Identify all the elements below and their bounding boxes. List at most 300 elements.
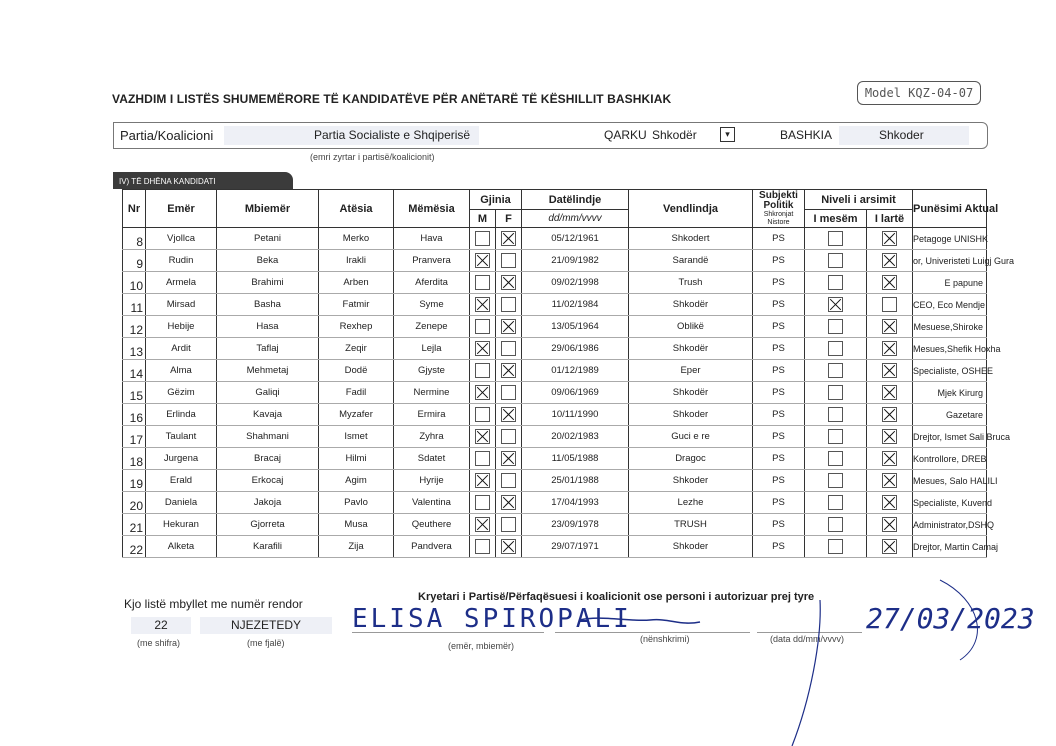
- cell-vendlindja[interactable]: Trush: [629, 272, 753, 294]
- cell-datelindje[interactable]: 29/06/1986: [522, 338, 629, 360]
- cell-emer[interactable]: Armela: [146, 272, 217, 294]
- edu-mesem-checkbox[interactable]: [828, 473, 843, 488]
- edu-mesem-checkbox[interactable]: [828, 297, 843, 312]
- edu-mesem-cell: [805, 448, 867, 470]
- cell-subjekti[interactable]: PS: [753, 338, 805, 360]
- cell-subjekti[interactable]: PS: [753, 426, 805, 448]
- row-number: 16: [123, 404, 146, 426]
- cell-vendlindja[interactable]: Shkodër: [629, 382, 753, 404]
- label-data: (data dd/mm/vvvv): [770, 634, 845, 644]
- edu-larte-checkbox[interactable]: [882, 275, 897, 290]
- edu-mesem-cell: [805, 492, 867, 514]
- edu-mesem-cell: [805, 228, 867, 250]
- cell-memesia[interactable]: Zyhra: [394, 426, 470, 448]
- cell-vendlindja[interactable]: Oblikë: [629, 316, 753, 338]
- cell-atesia[interactable]: Agim: [319, 470, 394, 492]
- edu-mesem-cell: [805, 382, 867, 404]
- cell-atesia[interactable]: Dodë: [319, 360, 394, 382]
- edu-larte-cell: [867, 250, 913, 272]
- gender-f-checkbox[interactable]: [501, 231, 516, 246]
- edu-larte-cell: [867, 294, 913, 316]
- edu-mesem-checkbox[interactable]: [828, 429, 843, 444]
- cell-punesimi[interactable]: E papune: [913, 272, 987, 294]
- cell-punesimi[interactable]: Petagoge UNISHK: [913, 228, 987, 250]
- edu-larte-checkbox[interactable]: [882, 451, 897, 466]
- cell-subjekti[interactable]: PS: [753, 448, 805, 470]
- cell-vendlindja[interactable]: Shkodert: [629, 228, 753, 250]
- gender-f-checkbox[interactable]: [501, 429, 516, 444]
- cell-datelindje[interactable]: 09/02/1998: [522, 272, 629, 294]
- row-number: 11: [123, 294, 146, 316]
- chevron-down-icon[interactable]: ▾: [720, 127, 735, 142]
- cell-subjekti[interactable]: PS: [753, 294, 805, 316]
- bashkia-label: BASHKIA: [780, 128, 833, 142]
- cell-datelindje[interactable]: 11/05/1988: [522, 448, 629, 470]
- secretary-title: Kryetari i Partisë/Përfaqësuesi i koalicionit ose personi i autorizuar prej tyre: [418, 591, 815, 603]
- edu-mesem-checkbox[interactable]: [828, 517, 843, 532]
- edu-larte-checkbox[interactable]: [882, 253, 897, 268]
- edu-larte-cell: [867, 470, 913, 492]
- header-ilarte: I lartë: [867, 210, 913, 228]
- edu-mesem-cell: [805, 316, 867, 338]
- header-subjekti-sub: Shkronjat Nistore: [763, 210, 794, 226]
- cell-memesia[interactable]: Gjyste: [394, 360, 470, 382]
- header-mbiemer: Mbiemër: [217, 190, 319, 228]
- row-number: 19: [123, 470, 146, 492]
- edu-mesem-checkbox[interactable]: [828, 407, 843, 422]
- cell-emer[interactable]: Vjollca: [146, 228, 217, 250]
- row-number: 22: [123, 536, 146, 558]
- closing-number-field[interactable]: 22: [131, 617, 191, 634]
- cell-mbiemer[interactable]: Mehmetaj: [217, 360, 319, 382]
- gender-m-cell: [470, 404, 496, 426]
- edu-mesem-checkbox[interactable]: [828, 319, 843, 334]
- edu-mesem-cell: [805, 338, 867, 360]
- cell-memesia[interactable]: Hyrije: [394, 470, 470, 492]
- header-datelindje: Datëlindje: [522, 190, 629, 210]
- cell-emer[interactable]: Daniela: [146, 492, 217, 514]
- party-label: Partia/Koalicioni: [120, 128, 214, 143]
- gender-m-checkbox[interactable]: [475, 297, 490, 312]
- cell-vendlindja[interactable]: Sarandë: [629, 250, 753, 272]
- cell-atesia[interactable]: Zija: [319, 536, 394, 558]
- row-number: 15: [123, 382, 146, 404]
- cell-datelindje[interactable]: 21/09/1982: [522, 250, 629, 272]
- gender-f-checkbox[interactable]: [501, 407, 516, 422]
- gender-m-cell: [470, 316, 496, 338]
- bashkia-field[interactable]: [839, 126, 969, 145]
- cell-emer[interactable]: Alma: [146, 360, 217, 382]
- edu-larte-checkbox[interactable]: [882, 319, 897, 334]
- cell-subjekti[interactable]: PS: [753, 316, 805, 338]
- edu-mesem-cell: [805, 404, 867, 426]
- edu-mesem-checkbox[interactable]: [828, 253, 843, 268]
- gender-m-checkbox[interactable]: [475, 253, 490, 268]
- gender-m-checkbox[interactable]: [475, 341, 490, 356]
- cell-memesia[interactable]: Valentina: [394, 492, 470, 514]
- gender-f-checkbox[interactable]: [501, 451, 516, 466]
- gender-m-cell: [470, 250, 496, 272]
- gender-f-checkbox[interactable]: [501, 385, 516, 400]
- cell-memesia[interactable]: Ermira: [394, 404, 470, 426]
- cell-mbiemer[interactable]: Gjorreta: [217, 514, 319, 536]
- cell-emer[interactable]: Hekuran: [146, 514, 217, 536]
- cell-atesia[interactable]: Fatmir: [319, 294, 394, 316]
- cell-subjekti[interactable]: PS: [753, 272, 805, 294]
- table-row: [123, 294, 987, 316]
- cell-subjekti[interactable]: PS: [753, 514, 805, 536]
- cell-atesia[interactable]: Ismet: [319, 426, 394, 448]
- cell-datelindje[interactable]: 17/04/1993: [522, 492, 629, 514]
- gender-f-checkbox[interactable]: [501, 473, 516, 488]
- party-name: Partia Socialiste e Shqiperisë: [314, 128, 471, 142]
- gender-m-checkbox[interactable]: [475, 539, 490, 554]
- cell-punesimi[interactable]: Mesuese,Shiroke: [913, 316, 987, 338]
- row-number: 14: [123, 360, 146, 382]
- cell-mbiemer[interactable]: Jakoja: [217, 492, 319, 514]
- edu-larte-cell: [867, 228, 913, 250]
- gender-m-cell: [470, 470, 496, 492]
- cell-memesia[interactable]: Nermine: [394, 382, 470, 404]
- row-number: 8: [123, 228, 146, 250]
- edu-mesem-checkbox[interactable]: [828, 539, 843, 554]
- party-bar: [113, 122, 988, 149]
- cell-vendlindja[interactable]: Lezhe: [629, 492, 753, 514]
- cell-atesia[interactable]: Arben: [319, 272, 394, 294]
- cell-mbiemer[interactable]: Beka: [217, 250, 319, 272]
- cell-vendlindja[interactable]: Shkoder: [629, 404, 753, 426]
- edu-larte-checkbox[interactable]: [882, 341, 897, 356]
- gender-f-checkbox[interactable]: [501, 341, 516, 356]
- cell-punesimi[interactable]: Mjek Kirurg: [913, 382, 987, 404]
- table-row: [123, 492, 987, 514]
- cell-subjekti[interactable]: PS: [753, 404, 805, 426]
- cell-punesimi[interactable]: Specialiste, OSHEE: [913, 360, 987, 382]
- edu-larte-cell: [867, 426, 913, 448]
- row-number: 13: [123, 338, 146, 360]
- edu-larte-checkbox[interactable]: [882, 517, 897, 532]
- cell-emer[interactable]: Taulant: [146, 426, 217, 448]
- edu-mesem-checkbox[interactable]: [828, 495, 843, 510]
- cell-atesia[interactable]: Zeqir: [319, 338, 394, 360]
- bashkia-value: Shkoder: [879, 128, 924, 142]
- gender-m-checkbox[interactable]: [475, 385, 490, 400]
- edu-larte-cell: [867, 382, 913, 404]
- cell-memesia[interactable]: Hava: [394, 228, 470, 250]
- gender-f-checkbox[interactable]: [501, 275, 516, 290]
- edu-mesem-cell: [805, 514, 867, 536]
- cell-atesia[interactable]: Pavlo: [319, 492, 394, 514]
- cell-punesimi[interactable]: CEO, Eco Mendje: [913, 294, 987, 316]
- cell-mbiemer[interactable]: Basha: [217, 294, 319, 316]
- edu-mesem-cell: [805, 536, 867, 558]
- header-date-format: dd/mm/vvvv: [522, 210, 629, 228]
- cell-emer[interactable]: Erlinda: [146, 404, 217, 426]
- edu-mesem-checkbox[interactable]: [828, 451, 843, 466]
- gender-m-checkbox[interactable]: [475, 473, 490, 488]
- cell-datelindje[interactable]: 11/02/1984: [522, 294, 629, 316]
- cell-punesimi[interactable]: Gazetare: [913, 404, 987, 426]
- label-nenshkrimi: (nënshkrimi): [640, 634, 690, 644]
- cell-subjekti[interactable]: PS: [753, 250, 805, 272]
- header-punesimi: Punësimi Aktual: [913, 190, 987, 228]
- table-row: [123, 536, 987, 558]
- edu-larte-cell: [867, 316, 913, 338]
- table-row: [123, 316, 987, 338]
- gender-m-checkbox[interactable]: [475, 517, 490, 532]
- gender-f-checkbox[interactable]: [501, 253, 516, 268]
- cell-vendlindja[interactable]: TRUSH: [629, 514, 753, 536]
- cell-mbiemer[interactable]: Hasa: [217, 316, 319, 338]
- row-number: 9: [123, 250, 146, 272]
- cell-punesimi[interactable]: Kontrollore, DREB: [913, 448, 987, 470]
- edu-larte-cell: [867, 360, 913, 382]
- cell-memesia[interactable]: Aferdita: [394, 272, 470, 294]
- cell-subjekti[interactable]: PS: [753, 492, 805, 514]
- cell-emer[interactable]: Alketa: [146, 536, 217, 558]
- edu-larte-checkbox[interactable]: [882, 473, 897, 488]
- cell-emer[interactable]: Mirsad: [146, 294, 217, 316]
- cell-mbiemer[interactable]: Bracaj: [217, 448, 319, 470]
- gender-f-cell: [496, 536, 522, 558]
- cell-mbiemer[interactable]: Petani: [217, 228, 319, 250]
- gender-f-cell: [496, 470, 522, 492]
- cell-emer[interactable]: Rudin: [146, 250, 217, 272]
- cell-datelindje[interactable]: 05/12/1961: [522, 228, 629, 250]
- header-gjinia: Gjinia: [470, 190, 522, 210]
- edu-larte-checkbox[interactable]: [882, 407, 897, 422]
- row-number: 20: [123, 492, 146, 514]
- cell-vendlindja[interactable]: Eper: [629, 360, 753, 382]
- cell-emer[interactable]: Ardit: [146, 338, 217, 360]
- table-row: [123, 250, 987, 272]
- gender-m-checkbox[interactable]: [475, 429, 490, 444]
- table-row: [123, 404, 987, 426]
- edu-larte-checkbox[interactable]: [882, 495, 897, 510]
- gender-m-checkbox[interactable]: [475, 407, 490, 422]
- cell-atesia[interactable]: Hilmi: [319, 448, 394, 470]
- gender-f-cell: [496, 338, 522, 360]
- gender-f-cell: [496, 294, 522, 316]
- cell-atesia[interactable]: Irakli: [319, 250, 394, 272]
- row-number: 21: [123, 514, 146, 536]
- cell-datelindje[interactable]: 13/05/1964: [522, 316, 629, 338]
- edu-larte-checkbox[interactable]: [882, 539, 897, 554]
- edu-larte-checkbox[interactable]: [882, 363, 897, 378]
- gender-f-cell: [496, 492, 522, 514]
- gender-f-checkbox[interactable]: [501, 539, 516, 554]
- gender-m-cell: [470, 426, 496, 448]
- cell-emer[interactable]: Jurgena: [146, 448, 217, 470]
- header-f: F: [496, 210, 522, 228]
- gender-f-cell: [496, 404, 522, 426]
- edu-larte-cell: [867, 536, 913, 558]
- cell-memesia[interactable]: Pranvera: [394, 250, 470, 272]
- cell-mbiemer[interactable]: Karafili: [217, 536, 319, 558]
- edu-larte-checkbox[interactable]: [882, 231, 897, 246]
- cell-subjekti[interactable]: PS: [753, 470, 805, 492]
- edu-mesem-checkbox[interactable]: [828, 363, 843, 378]
- cell-mbiemer[interactable]: Kavaja: [217, 404, 319, 426]
- gender-m-cell: [470, 492, 496, 514]
- table-row: [123, 470, 987, 492]
- gender-m-checkbox[interactable]: [475, 319, 490, 334]
- edu-larte-cell: [867, 404, 913, 426]
- cell-emer[interactable]: Gëzim: [146, 382, 217, 404]
- cell-vendlindja[interactable]: Shkoder: [629, 470, 753, 492]
- qarku-value[interactable]: Shkodër: [652, 128, 697, 142]
- cell-atesia[interactable]: Rexhep: [319, 316, 394, 338]
- cell-mbiemer[interactable]: Taflaj: [217, 338, 319, 360]
- cell-mbiemer[interactable]: Brahimi: [217, 272, 319, 294]
- table-row: [123, 338, 987, 360]
- cell-punesimi[interactable]: Mesues,Shefik Hoxha: [913, 338, 987, 360]
- gender-m-cell: [470, 294, 496, 316]
- edu-mesem-cell: [805, 426, 867, 448]
- cell-datelindje[interactable]: 29/07/1971: [522, 536, 629, 558]
- edu-mesem-checkbox[interactable]: [828, 275, 843, 290]
- cell-datelindje[interactable]: 01/12/1989: [522, 360, 629, 382]
- edu-mesem-cell: [805, 272, 867, 294]
- cell-punesimi[interactable]: or, Univeristeti Luigj Gura: [913, 250, 987, 272]
- label-emer-mbiemer: (emër, mbiemër): [448, 641, 515, 651]
- cell-datelindje[interactable]: 09/06/1969: [522, 382, 629, 404]
- cell-memesia[interactable]: Zenepe: [394, 316, 470, 338]
- row-number: 17: [123, 426, 146, 448]
- table-row: [123, 360, 987, 382]
- gender-f-cell: [496, 514, 522, 536]
- signature-scribble: [560, 560, 1000, 746]
- gender-f-cell: [496, 316, 522, 338]
- label-fjale: (me fjalë): [247, 638, 285, 648]
- party-sub-label: (emri zyrtar i partisë/koalicionit): [310, 152, 435, 162]
- row-number: 10: [123, 272, 146, 294]
- cell-emer[interactable]: Erald: [146, 470, 217, 492]
- gender-f-checkbox[interactable]: [501, 297, 516, 312]
- section-tab: IV) TË DHËNA KANDIDATI: [113, 172, 293, 189]
- edu-larte-cell: [867, 338, 913, 360]
- gender-m-checkbox[interactable]: [475, 495, 490, 510]
- gender-f-cell: [496, 250, 522, 272]
- row-number: 12: [123, 316, 146, 338]
- edu-mesem-checkbox[interactable]: [828, 385, 843, 400]
- header-nr: Nr: [123, 190, 146, 228]
- cell-vendlindja[interactable]: Shkoder: [629, 536, 753, 558]
- header-vendlindja: Vendlindja: [629, 190, 753, 228]
- edu-larte-checkbox[interactable]: [882, 297, 897, 312]
- header-atesia: Atësia: [319, 190, 394, 228]
- gender-f-checkbox[interactable]: [501, 517, 516, 532]
- cell-atesia[interactable]: Merko: [319, 228, 394, 250]
- gender-m-checkbox[interactable]: [475, 363, 490, 378]
- cell-atesia[interactable]: Myzafer: [319, 404, 394, 426]
- label-shifra: (me shifra): [137, 638, 181, 648]
- gender-f-checkbox[interactable]: [501, 319, 516, 334]
- cell-memesia[interactable]: Syme: [394, 294, 470, 316]
- gender-f-cell: [496, 382, 522, 404]
- header-emer: Emër: [146, 190, 217, 228]
- party-name-field[interactable]: [224, 126, 479, 145]
- model-code: Model KQZ-04-07: [857, 81, 981, 105]
- edu-mesem-cell: [805, 294, 867, 316]
- gender-f-cell: [496, 448, 522, 470]
- cell-datelindje[interactable]: 10/11/1990: [522, 404, 629, 426]
- cell-vendlindja[interactable]: Shkodër: [629, 294, 753, 316]
- cell-vendlindja[interactable]: Guci e re: [629, 426, 753, 448]
- cell-datelindje[interactable]: 20/02/1983: [522, 426, 629, 448]
- table-row: [123, 272, 987, 294]
- header-m: M: [470, 210, 496, 228]
- gender-m-cell: [470, 272, 496, 294]
- gender-f-cell: [496, 360, 522, 382]
- cell-memesia[interactable]: Lejla: [394, 338, 470, 360]
- cell-mbiemer[interactable]: Galiqi: [217, 382, 319, 404]
- cell-punesimi[interactable]: Drejtor, Martin Camaj: [913, 536, 987, 558]
- close-list-text: Kjo listë mbyllet me numër rendor: [124, 597, 303, 611]
- gender-m-checkbox[interactable]: [475, 275, 490, 290]
- gender-f-checkbox[interactable]: [501, 363, 516, 378]
- gender-f-checkbox[interactable]: [501, 495, 516, 510]
- page-title: VAZHDIM I LISTËS SHUMEMËRORE TË KANDIDATËVE PËR ANËTARË TË KËSHILLIT BASHKIAK: [112, 92, 672, 106]
- table-row: [123, 228, 987, 250]
- cell-mbiemer[interactable]: Erkocaj: [217, 470, 319, 492]
- cell-subjekti[interactable]: PS: [753, 382, 805, 404]
- gender-m-cell: [470, 228, 496, 250]
- cell-emer[interactable]: Hebije: [146, 316, 217, 338]
- cell-memesia[interactable]: Sdatet: [394, 448, 470, 470]
- cell-atesia[interactable]: Fadil: [319, 382, 394, 404]
- cell-punesimi[interactable]: Drejtor, Ismet Sali Bruca: [913, 426, 987, 448]
- cell-punesimi[interactable]: Administrator,DSHQ: [913, 514, 987, 536]
- gender-m-cell: [470, 514, 496, 536]
- cell-datelindje[interactable]: 25/01/1988: [522, 470, 629, 492]
- gender-m-cell: [470, 360, 496, 382]
- gender-f-cell: [496, 228, 522, 250]
- cell-punesimi[interactable]: Specialiste, Kuvend: [913, 492, 987, 514]
- header-subjekti: [753, 190, 805, 228]
- edu-larte-cell: [867, 514, 913, 536]
- header-imesem: I mesëm: [805, 210, 867, 228]
- cell-datelindje[interactable]: 23/09/1978: [522, 514, 629, 536]
- cell-mbiemer[interactable]: Shahmani: [217, 426, 319, 448]
- gender-m-checkbox[interactable]: [475, 231, 490, 246]
- edu-larte-checkbox[interactable]: [882, 429, 897, 444]
- edu-mesem-checkbox[interactable]: [828, 231, 843, 246]
- edu-larte-cell: [867, 448, 913, 470]
- cell-atesia[interactable]: Musa: [319, 514, 394, 536]
- gender-m-checkbox[interactable]: [475, 451, 490, 466]
- cell-memesia[interactable]: Pandvera: [394, 536, 470, 558]
- cell-subjekti[interactable]: PS: [753, 536, 805, 558]
- cell-vendlindja[interactable]: Shkodër: [629, 338, 753, 360]
- cell-subjekti[interactable]: PS: [753, 228, 805, 250]
- edu-larte-checkbox[interactable]: [882, 385, 897, 400]
- cell-memesia[interactable]: Qeuthere: [394, 514, 470, 536]
- gender-m-cell: [470, 536, 496, 558]
- cell-vendlindja[interactable]: Dragoc: [629, 448, 753, 470]
- header-niveli: Niveli i arsimit: [805, 190, 913, 210]
- closing-number-words-field[interactable]: NJEZETEDY: [200, 617, 332, 634]
- qarku-label: QARKU: [604, 128, 647, 142]
- gender-f-cell: [496, 272, 522, 294]
- edu-larte-cell: [867, 492, 913, 514]
- edu-mesem-checkbox[interactable]: [828, 341, 843, 356]
- gender-m-cell: [470, 448, 496, 470]
- edu-mesem-cell: [805, 250, 867, 272]
- row-number: 18: [123, 448, 146, 470]
- cell-punesimi[interactable]: Mesues, Salo HALILI: [913, 470, 987, 492]
- cell-subjekti[interactable]: PS: [753, 360, 805, 382]
